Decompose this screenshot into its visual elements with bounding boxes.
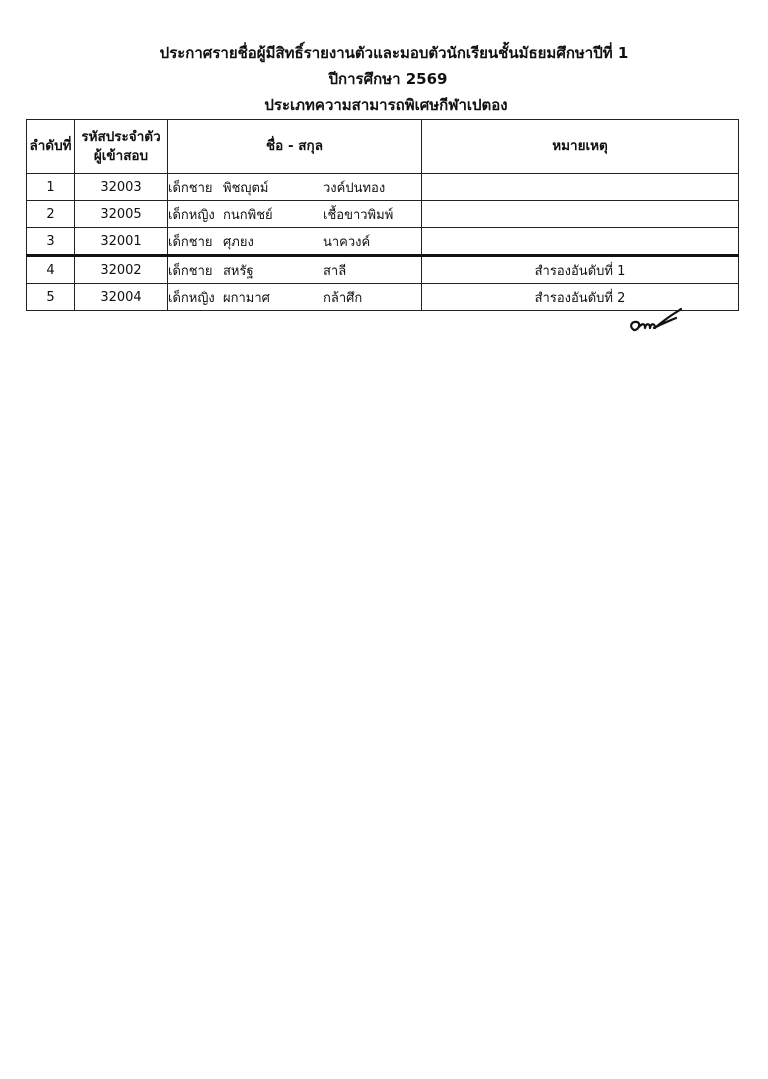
name-prefix: เด็กหญิง: [168, 207, 215, 223]
header-id-line2: ผู้เข้าสอบ: [93, 147, 149, 164]
last-name: สาลี: [323, 263, 347, 279]
table-row: [27, 201, 739, 228]
row-note: สำรองอันดับที่ 2: [422, 284, 739, 311]
academic-year: ปีการศึกษา 2569: [328, 70, 448, 88]
name-prefix: เด็กหญิง: [168, 290, 215, 306]
row-note: สำรองอันดับที่ 1: [422, 256, 739, 284]
last-name: เชื้อขาวพิมพ์: [323, 207, 394, 223]
announcement-title: ประกาศรายชื่อผู้มีสิทธิ์รายงานตัวและมอบตัวนักเรียนชั้นมัธยมศึกษาปีที่ 1: [159, 44, 629, 62]
name-prefix: เด็กชาย: [168, 234, 213, 250]
header-id-line1: รหัสประจำตัว: [81, 128, 161, 145]
name-prefix: เด็กชาย: [168, 263, 213, 279]
first-name: กนกพิชย์: [223, 207, 273, 223]
last-name: กล้าศึก: [323, 290, 363, 306]
header-no: ลำดับที่: [27, 120, 75, 174]
row-id: 32004: [75, 284, 168, 311]
row-id: 32003: [75, 174, 168, 201]
header-note: หมายเหตุ: [422, 120, 739, 174]
category-title: ประเภทความสามารถพิเศษกีฬาเปตอง: [264, 96, 508, 114]
row-id: 32002: [75, 256, 168, 284]
first-name: สหรัฐ: [223, 263, 254, 279]
row-name: [168, 201, 422, 228]
table-row: [27, 256, 739, 284]
first-name: ผกามาศ: [223, 290, 270, 306]
header-name: ชื่อ - สกุล: [168, 120, 422, 174]
first-name: ศุภยง: [223, 234, 254, 250]
first-name: พิชญุตม์: [223, 180, 269, 196]
header-id: [75, 120, 168, 174]
name-prefix: เด็กชาย: [168, 180, 213, 196]
table-header-row: [27, 120, 739, 174]
row-no: 1: [27, 174, 75, 201]
row-note: [422, 174, 739, 201]
table-row: [27, 174, 739, 201]
row-name: [168, 284, 422, 311]
row-id: 32005: [75, 201, 168, 228]
table-row: [27, 228, 739, 256]
row-name: [168, 256, 422, 284]
last-name: นาควงค์: [323, 234, 371, 250]
last-name: วงค์ปนทอง: [323, 180, 386, 196]
row-no: 4: [27, 256, 75, 284]
row-id: 32001: [75, 228, 168, 256]
row-note: [422, 201, 739, 228]
row-no: 3: [27, 228, 75, 256]
row-note: [422, 228, 739, 256]
student-list-table: [26, 119, 739, 311]
handwritten-signature: [626, 303, 686, 343]
row-name: [168, 174, 422, 201]
row-name: [168, 228, 422, 256]
row-no: 5: [27, 284, 75, 311]
row-no: 2: [27, 201, 75, 228]
